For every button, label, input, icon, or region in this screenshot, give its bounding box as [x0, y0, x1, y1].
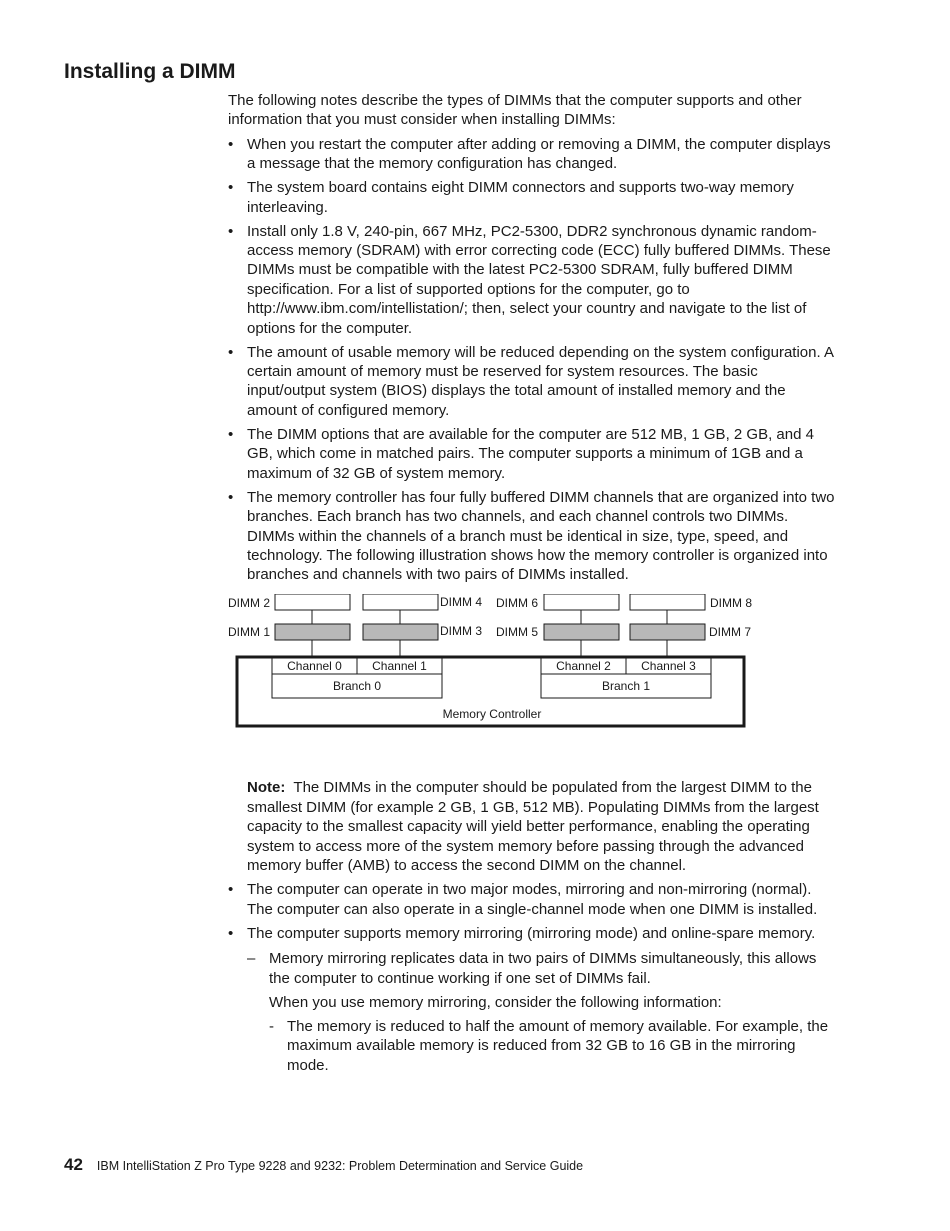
memory-diagram-svg	[228, 594, 788, 774]
branch-1-label: Branch 1	[601, 678, 651, 693]
dimm-slot-7	[630, 624, 705, 640]
sub-list-item-text: Memory mirroring replicates data in two pairs of DIMMs simultaneously, this allows the computer to continue working if one set of DIMMs fail.	[269, 950, 817, 987]
dimm-slot-8	[630, 594, 705, 610]
list-item	[228, 924, 838, 1075]
modes-list	[228, 880, 838, 1075]
intro-paragraph: The following notes describe the types of DIMMs that the computer supports and other information that you must consider when installing DIMMs:	[228, 92, 802, 129]
list-item: • When you restart the computer after adding or removing a DIMM, the computer displays a message that the memory configuration has changed.	[228, 135, 838, 174]
note-paragraph	[228, 778, 838, 875]
list-item-text: The computer supports memory mirroring (mirroring mode) and online-spare memory.	[247, 924, 816, 942]
memory-diagram	[228, 594, 838, 774]
mirroring-sublist	[247, 949, 838, 1075]
dimm-slot-2	[275, 594, 350, 610]
list-item: • Install only 1.8 V, 240-pin, 667 MHz, PC2-5300, DDR2 synchronous dynamic random-access memory (SDRAM) with error correcting code (ECC) fully buffered DIMMs. These DIMMs must be compatible with the latest PC2-5300 SDRAM, fully buffered DIMM specification. For a list of supported options for the computer, go to http://www.ibm.com/intellistation/; then, select your country and navigate to the list of options for the computer.	[228, 222, 838, 338]
notes-list	[228, 135, 838, 774]
mirroring-considerations-list	[269, 1017, 838, 1075]
dimm-label-5: DIMM 5	[496, 624, 538, 639]
channel-1-label: Channel 1	[372, 658, 427, 673]
dimm-label-8: DIMM 8	[710, 595, 752, 610]
sub-list-item	[247, 949, 838, 1075]
dimm-label-2: DIMM 2	[228, 595, 270, 610]
channel-2-label: Channel 2	[556, 658, 611, 673]
note-label: Note:	[247, 779, 286, 797]
page-number: 42	[64, 1155, 83, 1174]
list-item: • The computer can operate in two major modes, mirroring and non-mirroring (normal). The computer can also operate in a single-channel mode when one DIMM is installed.	[228, 880, 838, 919]
sub-sub-list-item: - The memory is reduced to half the amount of memory available. For example, the maximum available memory is reduced from 32 GB to 16 GB in the mirroring mode.	[269, 1017, 838, 1075]
dimm-slot-3	[363, 624, 438, 640]
channel-0-label: Channel 0	[287, 658, 342, 673]
dimm-label-4: DIMM 4	[440, 594, 482, 609]
main-content	[228, 91, 838, 1080]
page-footer	[64, 1155, 583, 1175]
sub-paragraph: When you use memory mirroring, consider the following information:	[269, 993, 722, 1011]
dimm-label-1: DIMM 1	[228, 624, 270, 639]
page-title: Installing a DIMM	[64, 60, 236, 83]
dimm-label-7: DIMM 7	[709, 624, 751, 639]
dimm-slot-5	[544, 624, 619, 640]
list-item: • The system board contains eight DIMM connectors and supports two-way memory interleaving.	[228, 178, 838, 217]
dimm-slot-4	[363, 594, 438, 610]
dimm-label-3: DIMM 3	[440, 623, 482, 638]
note-text: The DIMMs in the computer should be populated from the largest DIMM to the smallest DIMM (for example 2 GB, 1 GB, 512 MB). Populating DIMMs from the largest capacity to the smallest capacity will yield better performance, enabling the operating system to access more of the system memory before passing through the advanced memory buffer (AMB) to access the second DIMM on the channel.	[247, 779, 819, 874]
dimm-slot-1	[275, 624, 350, 640]
dimm-slot-6	[544, 594, 619, 610]
branch-0-label: Branch 0	[332, 678, 382, 693]
list-item	[228, 488, 838, 774]
list-item: • The amount of usable memory will be reduced depending on the system configuration. A certain amount of memory must be reserved for system resources. The basic input/output system (BIOS) displays the total amount of installed memory and the amount of configured memory.	[228, 343, 838, 421]
list-item: • The DIMM options that are available for the computer are 512 MB, 1 GB, 2 GB, and 4 GB, which come in matched pairs. The computer supports a minimum of 1GB and a maximum of 32 GB of system memory.	[228, 425, 838, 483]
dimm-label-6: DIMM 6	[496, 595, 538, 610]
footer-text: IBM IntelliStation Z Pro Type 9228 and 9232: Problem Determination and Service Guide	[96, 1159, 584, 1173]
memory-controller-label: Memory Controller	[442, 706, 542, 721]
channel-3-label: Channel 3	[641, 658, 696, 673]
list-item-text: The memory controller has four fully buffered DIMM channels that are organized into two branches. Each branch has two channels, and each channel controls two DIMMs. DIMMs within the channels of a branch must be identical in size, type, speed, and technology. The following illustration shows how the memory controller is organized into branches and channels with two pairs of DIMMs installed.	[247, 488, 835, 584]
